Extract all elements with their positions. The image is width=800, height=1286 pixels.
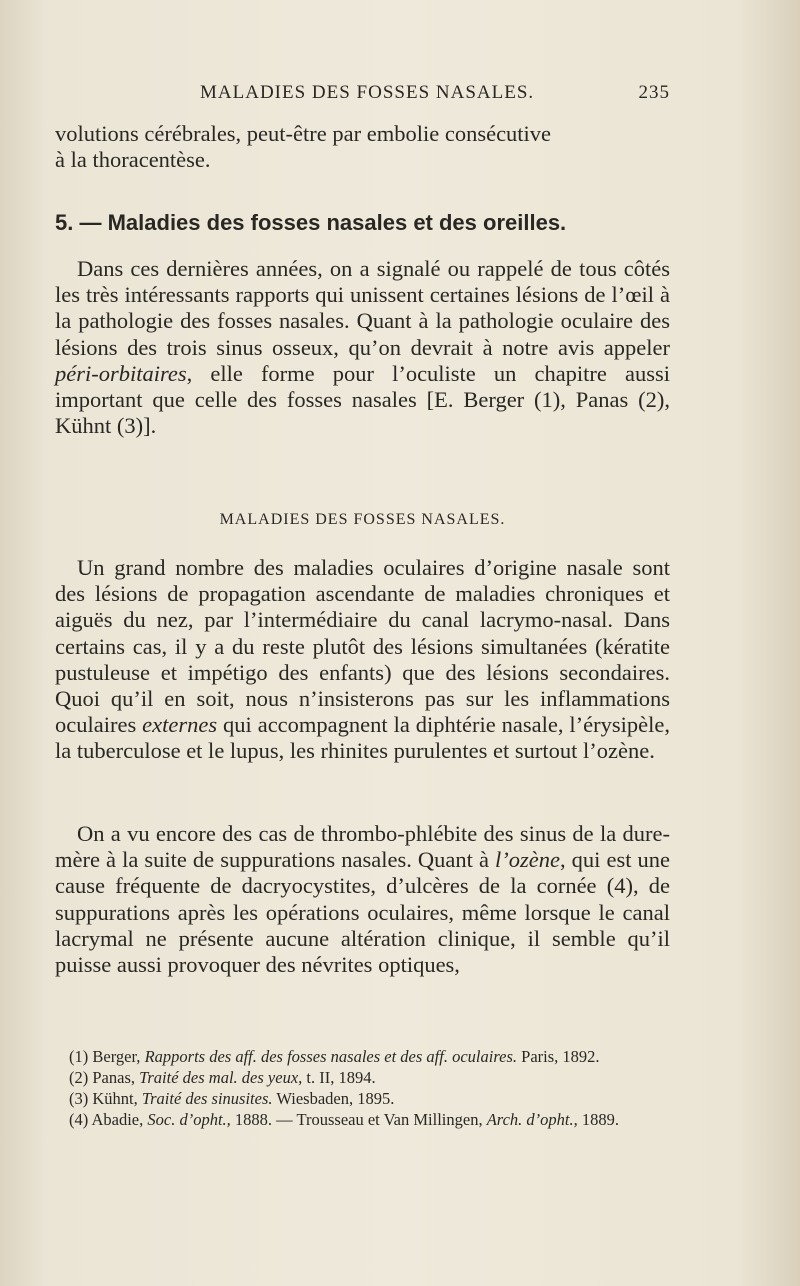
paragraph-2-text-b: qui accompagnent la diphtérie nasale, l’érysipèle, la tuberculose et le lupus, les rhinites purulentes et surtout l’ozène. bbox=[55, 712, 670, 764]
section-number: 5. — bbox=[55, 210, 102, 235]
footnote-4: (4) Abadie, Soc. d’opht., 1888. — Trousseau et Van Millingen, Arch. d’opht., 1889. bbox=[69, 1110, 619, 1129]
paragraph-3 bbox=[55, 821, 670, 978]
intro-text bbox=[55, 121, 670, 173]
section-heading bbox=[55, 210, 670, 236]
paragraph-2-italic: externes bbox=[142, 712, 218, 738]
running-header bbox=[55, 82, 670, 108]
footnote-2: (2) Panas, Traité des mal. des yeux, t. II, 1894. bbox=[69, 1068, 376, 1087]
paragraph-1-text-b: , elle forme pour l’oculiste un chapitre aussi important que celle des fosses nasales [E. Berger (1), Panas (2), Kühnt (3)]. bbox=[55, 360, 670, 439]
intro-line-1: volutions cérébrales, peut-être par embolie consécutive bbox=[55, 121, 552, 146]
intro-line-2: à la thoracentèse. bbox=[55, 147, 211, 173]
footnotes bbox=[55, 1046, 670, 1130]
paragraph-3-text-a: On a vu encore des cas de thrombo-phlébite des sinus de la dure-mère à la suite de suppurations nasales. Quant à bbox=[55, 821, 670, 873]
paragraph-3-text-b: , qui est une cause fréquente de dacryocystites, d’ulcères de la cornée (4), de suppurations après les opérations oculaires, même lorsque le canal lacrymal ne présente aucune altération clinique, il semble qu’il puisse aussi provoquer des névrites optiques, bbox=[55, 847, 670, 978]
paragraph-1 bbox=[55, 256, 670, 439]
paragraph-2 bbox=[55, 555, 670, 765]
paragraph-1-italic: péri-orbitaires bbox=[55, 360, 187, 386]
subheading: MALADIES DES FOSSES NASALES. bbox=[219, 511, 506, 528]
footnote-3: (3) Kühnt, Traité des sinusites. Wiesbaden, 1895. bbox=[69, 1089, 395, 1108]
paragraph-3-italic: l’ozène bbox=[494, 847, 560, 873]
section-title: Maladies des fosses nasales et des oreilles. bbox=[107, 210, 567, 235]
footnote-1: (1) Berger, Rapports des aff. des fosses nasales et des aff. oculaires. Paris, 1892. bbox=[69, 1047, 600, 1066]
running-title: MALADIES DES FOSSES NASALES. bbox=[200, 82, 535, 103]
paragraph-1-text-a: Dans ces dernières années, on a signalé ou rappelé de tous côtés les très intéressants rapports qui unissent certaines lésions de l’œil à la pathologie des fosses nasales. Quant à la pathologie oculaire des lésions des trois sinus osseux, qu’on devrait à notre avis appeler bbox=[55, 256, 670, 360]
page-number: 235 bbox=[638, 82, 670, 103]
paragraph-2-text-a: Un grand nombre des maladies oculaires d’origine nasale sont des lésions de propagation ascendante de maladies chroniques et aiguës du nez, par l’intermédiaire du canal lacrymo-nasal. Dans certains cas, il y a du reste plutôt des lésions simultanées (kératite pustuleuse et impétigo des enfants) que des lésions secondaires. Quoi qu’il en soit, nous n’insisterons pas sur les inflammations oculaires bbox=[55, 555, 670, 738]
